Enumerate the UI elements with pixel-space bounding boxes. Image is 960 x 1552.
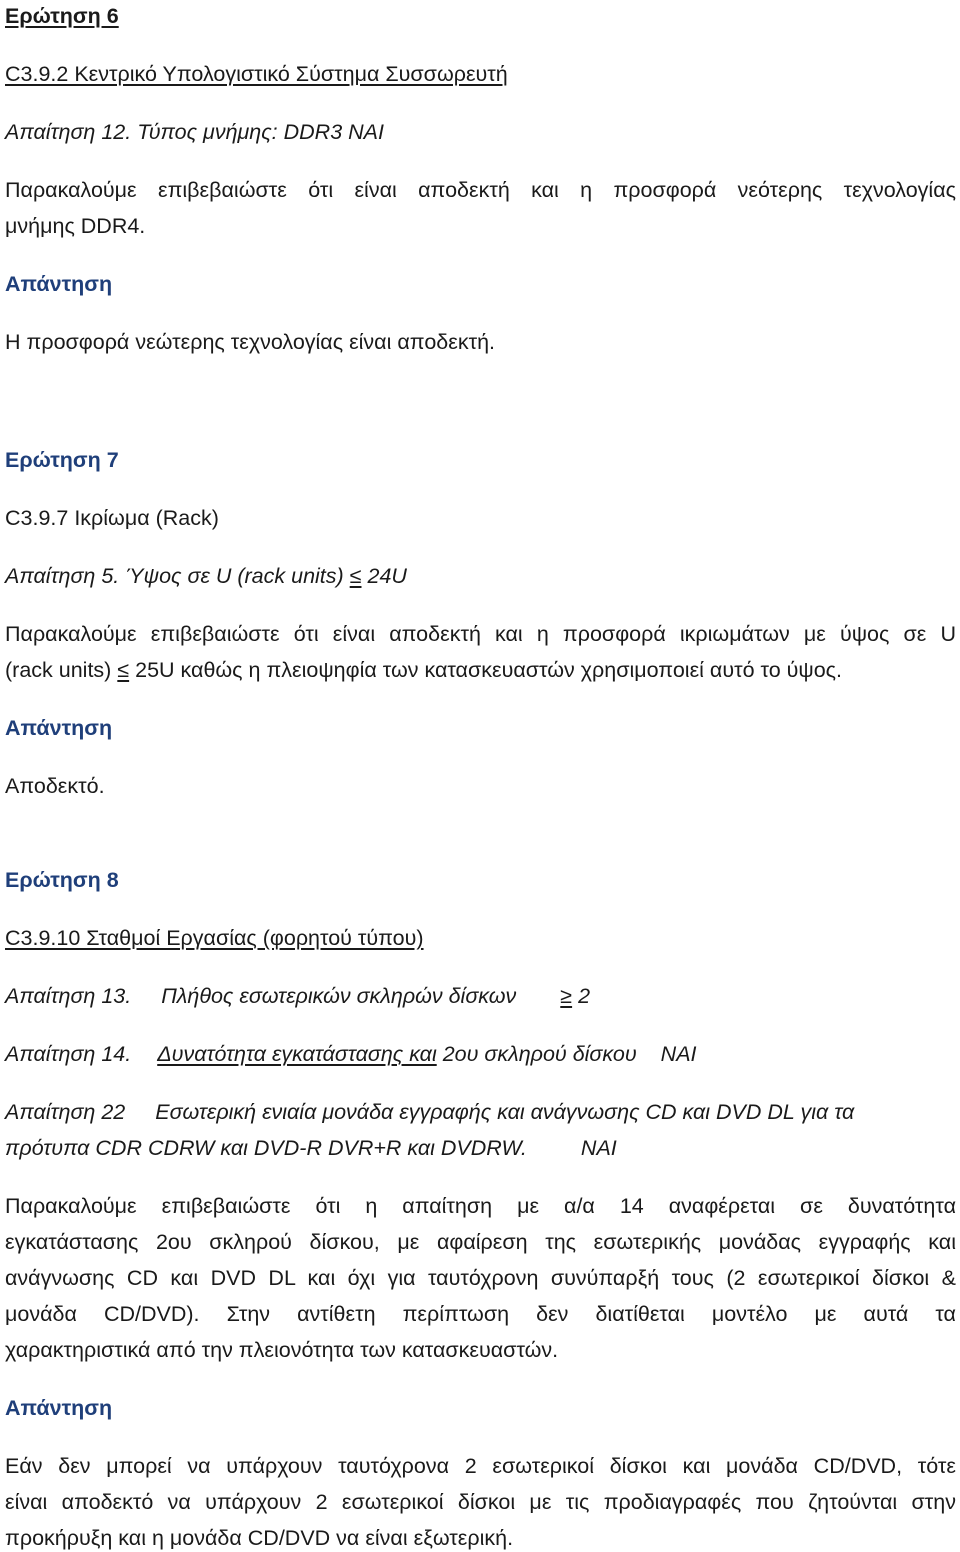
question-6-answer: Η προσφορά νεώτερης τεχνολογίας είναι αποδεκτή. [5,330,496,354]
question-7-requirement-value: 24U [367,564,407,588]
question-7-request-rest: 25U καθώς η πλειοψηφία των κατασκευαστών χρησιμοποιεί αυτό το ύψος. [135,658,843,682]
question-6-section: C3.9.2 Κεντρικό Υπολογιστικό Σύστημα Συσσωρευτή [5,62,508,86]
requirement-14-value: ΝΑΙ [660,1042,697,1066]
question-8-requirement-14 [5,1040,697,1068]
question-6-title: Ερώτηση 6 [5,4,119,28]
requirement-14-text: 2ου σκληρού δίσκου [442,1042,637,1066]
question-7-title: Ερώτηση 7 [5,448,119,472]
question-7-section: C3.9.7 Ικρίωμα (Rack) [5,506,219,530]
question-7-request-line-2 [5,656,842,684]
question-8-answer-line-3: προκήρυξη και η μονάδα CD/DVD να είναι εξωτερική. [5,1526,514,1550]
question-7-requirement [5,562,407,590]
question-8-request-line-5: χαρακτηριστικά από την πλειονότητα των κατασκευαστών. [5,1338,559,1362]
question-7-request-operator: ≤ [117,658,130,682]
requirement-22-value: ΝΑΙ [580,1136,617,1160]
requirement-22-text-cont: πρότυπα CDR CDRW και DVD-R DVR+R και DVDRW. [5,1136,527,1160]
requirement-13-value: 2 [578,984,591,1008]
question-8-answer-line-1: Εάν δεν μπορεί να υπάρχουν ταυτόχρονα 2 εσωτερικοί δίσκοι και μονάδα CD/DVD, τότε [5,1454,956,1478]
question-8-answer-line-2: είναι αποδεκτό να υπάρχουν 2 εσωτερικοί δίσκοι με τις προδιαγραφές που ζητούνται στην [5,1490,956,1514]
question-8-title: Ερώτηση 8 [5,868,119,892]
question-7-answer-label: Απάντηση [5,716,113,740]
requirement-22-label: Απαίτηση 22 [5,1100,126,1124]
question-8-section: C3.9.10 Σταθμοί Εργασίας (φορητού τύπου) [5,926,424,950]
requirement-14-label: Απαίτηση 14. [5,1042,132,1066]
requirement-13-label: Απαίτηση 13. [5,984,132,1008]
question-6-requirement: Απαίτηση 12. Τύπος μνήμης: DDR3 ΝΑΙ [5,120,384,144]
question-8-request-line-1: Παρακαλούμε επιβεβαιώστε ότι η απαίτηση με α/α 14 αναφέρεται σε δυνατότητα [5,1194,956,1218]
question-8-answer-label: Απάντηση [5,1396,113,1420]
question-6-answer-label: Απάντηση [5,272,113,296]
requirement-13-operator: ≥ [560,984,573,1008]
requirement-14-text-underlined: Δυνατότητα εγκατάστασης και [157,1042,437,1066]
question-8-requirement-22-line-1 [5,1098,854,1126]
question-7-requirement-operator: ≤ [349,564,362,588]
requirement-13-text: Πλήθος εσωτερικών σκληρών δίσκων [161,984,517,1008]
question-8-requirement-13 [5,982,590,1010]
question-7-answer: Αποδεκτό. [5,774,105,798]
question-7-request-line-1: Παρακαλούμε επιβεβαιώστε ότι είναι αποδεκτή και η προσφορά ικριωμάτων με ύψος σε U [5,622,956,646]
question-7-requirement-prefix: Απαίτηση 5. Ύψος σε U (rack units) [5,564,344,588]
question-6-request-line-2: μνήμης DDR4. [5,214,146,238]
requirement-22-text: Εσωτερική ενιαία μονάδα εγγραφής και ανάγνωσης CD και DVD DL για τα [155,1100,855,1124]
question-6-request-line-1: Παρακαλούμε επιβεβαιώστε ότι είναι αποδεκτή και η προσφορά νεότερης τεχνολογίας [5,178,956,202]
question-8-request-line-3: ανάγνωσης CD και DVD DL και όχι για ταυτόχρονη συνύπαρξή τους (2 εσωτερικοί δίσκοι & [5,1266,956,1290]
question-8-request-line-2: εγκατάστασης 2ου σκληρού δίσκου, με αφαίρεση της εσωτερικής μονάδας εγγραφής και [5,1230,956,1254]
question-7-request-prefix: (rack units) [5,658,112,682]
question-8-requirement-22-line-2 [5,1134,617,1162]
question-8-request-line-4: μονάδα CD/DVD). Στην αντίθετη περίπτωση δεν διατίθεται μοντέλο με αυτά τα [5,1302,956,1326]
